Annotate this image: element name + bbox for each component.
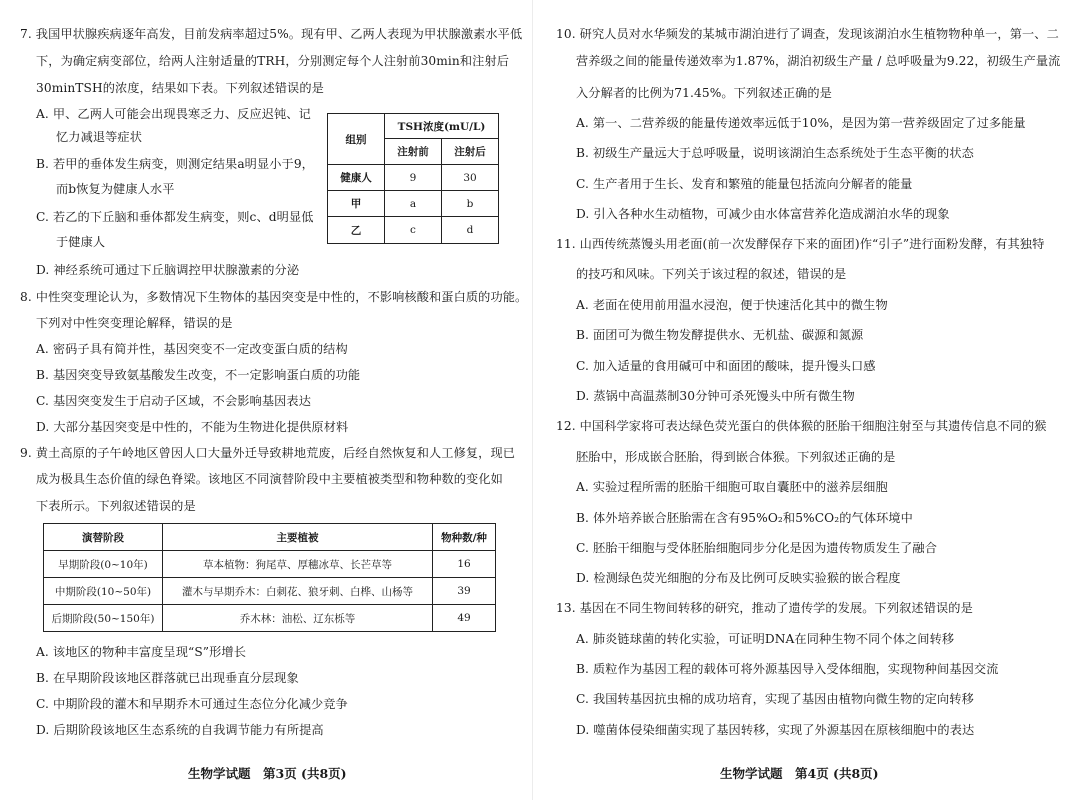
- q7-stem-line-1: 7. 我国甲状腺疾病逐年高发，目前发病率超过5%。现有甲、乙两人表现为甲状腺激素水平低: [20, 27, 523, 41]
- table-row: [44, 551, 496, 578]
- succession-header-species: 物种数/种: [433, 524, 496, 551]
- q12-stem-line-1: 12. 中国科学家将可表达绿色荧光蛋白的供体猴的胚胎干细胞注射至与其遗传信息不同的猴: [556, 419, 1047, 433]
- q10-option-d: D. 引入各种水生动植物，可减少由水体富营养化造成湖泊水华的现象: [576, 207, 950, 221]
- table-cell: c: [385, 217, 442, 244]
- table-cell: 30: [442, 165, 499, 191]
- table-row: [328, 165, 499, 191]
- q11-stem-line-1: 11. 山西传统蒸馒头用老面(前一次发酵保存下来的面团)作“引子”进行面粉发酵，有其独特: [556, 237, 1045, 251]
- q7-option-b-cont: 而b恢复为健康人水平: [56, 182, 175, 196]
- table-cell: 乔木林：油松、辽东栎等: [163, 605, 433, 632]
- q8-stem-line-2: 下列对中性突变理论解释，错误的是: [36, 316, 233, 330]
- page-footer-left: 生物学试题 第3页 (共8页): [188, 766, 347, 781]
- q7-option-c-cont: 于健康人: [56, 235, 106, 249]
- q11-option-d: D. 蒸锅中高温蒸制30分钟可杀死馒头中所有微生物: [576, 389, 855, 403]
- q13-option-d: D. 噬菌体侵染细菌实现了基因转移，实现了外源基因在原核细胞中的表达: [576, 723, 975, 737]
- tsh-table-header-after: 注射后: [442, 139, 499, 165]
- q10-stem-line-2: 营养级之间的能量传递效率为1.87%，湖泊初级生产量 / 总呼吸量为9.22，初级生产量流: [576, 54, 1061, 68]
- table-cell: 甲: [328, 191, 385, 217]
- q10-stem-line-1: 10. 研究人员对水华频发的某城市湖泊进行了调查，发现该湖泊水生植物物种单一，第一、二: [556, 27, 1059, 41]
- q12-option-a: A. 实验过程所需的胚胎干细胞可取自囊胚中的滋养层细胞: [576, 480, 888, 494]
- q13-option-a: A. 肺炎链球菌的转化实验，可证明DNA在同种生物不同个体之间转移: [576, 632, 955, 646]
- tsh-table-header-before: 注射前: [385, 139, 442, 165]
- q11-stem-line-2: 的技巧和风味。下列关于该过程的叙述，错误的是: [576, 267, 847, 281]
- q13-stem-line-1: 13. 基因在不同生物间转移的研究，推动了遗传学的发展。下列叙述错误的是: [556, 601, 973, 615]
- tsh-table: [327, 113, 499, 244]
- q9-option-b: B. 在早期阶段该地区群落就已出现垂直分层现象: [36, 671, 299, 685]
- q9-stem-line-3: 下表所示。下列叙述错误的是: [36, 499, 196, 513]
- table-cell: d: [442, 217, 499, 244]
- table-cell: 后期阶段(50~150年): [44, 605, 163, 632]
- table-cell: 早期阶段(0~10年): [44, 551, 163, 578]
- page-3: [0, 0, 532, 800]
- q10-option-b: B. 初级生产量远大于总呼吸量，说明该湖泊生态系统处于生态平衡的状态: [576, 146, 974, 160]
- q10-stem-line-3: 入分解者的比例为71.45%。下列叙述正确的是: [576, 86, 832, 100]
- q9-stem-line-1: 9. 黄土高原的子午岭地区曾因人口大量外迁导致耕地荒废，后经自然恢复和人工修复，现已: [20, 446, 516, 460]
- q7-stem-line-2: 下，为确定病变部位，给两人注射适量的TRH，分别测定每个人注射前30min和注射后: [36, 54, 510, 68]
- q13-option-b: B. 质粒作为基因工程的载体可将外源基因导入受体细胞，实现物种间基因交流: [576, 662, 999, 676]
- q7-option-d: D. 神经系统可通过下丘脑调控甲状腺激素的分泌: [36, 263, 300, 277]
- q7-option-a-cont: 忆力减退等症状: [56, 130, 143, 144]
- q7-option-b: B. 若甲的垂体发生病变，则测定结果a明显小于9，: [36, 157, 314, 171]
- table-cell: 健康人: [328, 165, 385, 191]
- q13-option-c: C. 我国转基因抗虫棉的成功培育，实现了基因由植物向微生物的定向转移: [576, 692, 974, 706]
- q8-stem-line-1: 8. 中性突变理论认为，多数情况下生物体的基因突变是中性的，不影响核酸和蛋白质的功能。: [20, 290, 528, 304]
- table-row: [328, 217, 499, 244]
- q8-option-a: A. 密码子具有简并性，基因突变不一定改变蛋白质的结构: [36, 342, 348, 356]
- table-cell: b: [442, 191, 499, 217]
- q10-option-c: C. 生产者用于生长、发育和繁殖的能量包括流向分解者的能量: [576, 177, 913, 191]
- succession-header-stage: 演替阶段: [44, 524, 163, 551]
- q12-option-d: D. 检测绿色荧光细胞的分布及比例可反映实验猴的嵌合程度: [576, 571, 901, 585]
- table-cell: 灌木与早期乔木：白刺花、狼牙刺、白桦、山杨等: [163, 578, 433, 605]
- table-cell: 中期阶段(10~50年): [44, 578, 163, 605]
- q12-option-c: C. 胚胎干细胞与受体胚胎细胞同步分化是因为遗传物质发生了融合: [576, 541, 937, 555]
- q11-option-b: B. 面团可为微生物发酵提供水、无机盐、碳源和氮源: [576, 328, 864, 342]
- tsh-table-header-concentration: TSH浓度(mU/L): [385, 114, 499, 139]
- tsh-table-header-group: 组别: [328, 114, 385, 165]
- table-row: [44, 578, 496, 605]
- q9-option-d: D. 后期阶段该地区生态系统的自我调节能力有所提高: [36, 723, 324, 737]
- table-cell: 39: [433, 578, 496, 605]
- table-cell: a: [385, 191, 442, 217]
- q11-option-a: A. 老面在使用前用温水浸泡，便于快速活化其中的微生物: [576, 298, 888, 312]
- q8-option-d: D. 大部分基因突变是中性的，不能为生物进化提供原材料: [36, 420, 349, 434]
- q10-option-a: A. 第一、二营养级的能量传递效率远低于10%，是因为第一营养级固定了过多能量: [576, 116, 1026, 130]
- table-cell: 9: [385, 165, 442, 191]
- table-row: [44, 605, 496, 632]
- q12-option-b: B. 体外培养嵌合胚胎需在含有95%O₂和5%CO₂的气体环境中: [576, 511, 913, 525]
- page-4: [533, 0, 1065, 800]
- succession-header-vegetation: 主要植被: [163, 524, 433, 551]
- succession-table: [43, 523, 496, 632]
- q9-option-c: C. 中期阶段的灌木和早期乔木可通过生态位分化减少竞争: [36, 697, 348, 711]
- q12-stem-line-2: 胚胎中，形成嵌合胚胎，得到嵌合体猴。下列叙述正确的是: [576, 450, 896, 464]
- q9-option-a: A. 该地区的物种丰富度呈现“S”形增长: [36, 645, 246, 659]
- q7-option-a: A. 甲、乙两人可能会出现畏寒乏力、反应迟钝、记: [36, 107, 311, 121]
- q7-stem-line-3: 30minTSH的浓度，结果如下表。下列叙述错误的是: [36, 81, 324, 95]
- table-cell: 草本植物：狗尾草、厚穗冰草、长芒草等: [163, 551, 433, 578]
- table-cell: 乙: [328, 217, 385, 244]
- table-cell: 49: [433, 605, 496, 632]
- q8-option-b: B. 基因突变导致氨基酸发生改变，不一定影响蛋白质的功能: [36, 368, 361, 382]
- page-footer-right: 生物学试题 第4页 (共8页): [720, 766, 879, 781]
- q8-option-c: C. 基因突变发生于启动子区域，不会影响基因表达: [36, 394, 311, 408]
- q9-stem-line-2: 成为极具生态价值的绿色脊梁。该地区不同演替阶段中主要植被类型和物种数的变化如: [36, 472, 503, 486]
- table-cell: 16: [433, 551, 496, 578]
- table-row: [328, 191, 499, 217]
- q7-option-c: C. 若乙的下丘脑和垂体都发生病变，则c、d明显低: [36, 210, 314, 224]
- q11-option-c: C. 加入适量的食用碱可中和面团的酸味，提升馒头口感: [576, 359, 876, 373]
